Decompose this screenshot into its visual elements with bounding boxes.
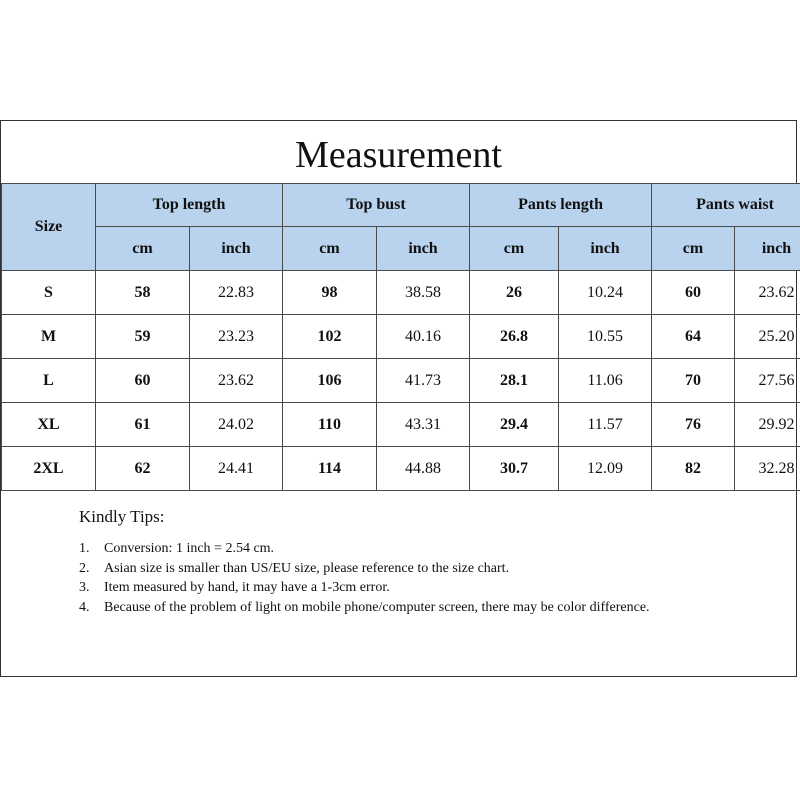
group-header-top-length: Top length [96,184,283,227]
size-cell: M [2,315,96,359]
cm-cell: 59 [96,315,190,359]
cm-cell: 30.7 [470,447,559,491]
cm-cell: 64 [652,315,735,359]
tip-number: 4. [79,599,90,615]
tip-text: Conversion: 1 inch = 2.54 cm. [104,541,275,556]
size-table [1,183,800,491]
inch-cell: 11.06 [559,359,652,403]
size-header: Size [2,184,96,271]
tip-item [79,598,729,618]
cm-cell: 60 [96,359,190,403]
unit-header: inch [377,227,470,271]
unit-header: cm [652,227,735,271]
table-row [2,403,800,447]
size-cell: 2XL [2,447,96,491]
cm-cell: 76 [652,403,735,447]
cm-cell: 61 [96,403,190,447]
tip-text: Because of the problem of light on mobile phone/computer screen, there may be color difference. [104,599,650,615]
cm-cell: 106 [283,359,377,403]
cm-cell: 82 [652,447,735,491]
size-cell: S [2,271,96,315]
tip-text: Asian size is smaller than US/EU size, please reference to the size chart. [104,560,510,576]
inch-cell: 11.57 [559,403,652,447]
tip-item [79,559,729,579]
tip-number: 2. [79,560,90,576]
inch-cell: 24.41 [190,447,283,491]
inch-cell: 44.88 [377,447,470,491]
inch-cell: 12.09 [559,447,652,491]
inch-cell: 10.24 [559,271,652,315]
kindly-tips [79,507,729,617]
cm-cell: 70 [652,359,735,403]
unit-header: inch [735,227,800,271]
table-row [2,359,800,403]
cm-cell: 29.4 [470,403,559,447]
cm-cell: 102 [283,315,377,359]
group-header-top-bust: Top bust [283,184,470,227]
inch-cell: 10.55 [559,315,652,359]
inch-cell: 23.23 [190,315,283,359]
cm-cell: 58 [96,271,190,315]
size-cell: XL [2,403,96,447]
page-title: Measurement [295,134,502,176]
cm-cell: 98 [283,271,377,315]
tip-item [79,539,729,559]
cm-cell: 114 [283,447,377,491]
table-unit-row [2,227,800,271]
cm-cell: 26.8 [470,315,559,359]
unit-header: cm [283,227,377,271]
inch-cell: 32.28 [735,447,800,491]
tip-number: 3. [79,580,90,595]
group-header-pants-length: Pants length [470,184,652,227]
inch-cell: 23.62 [190,359,283,403]
tip-number: 1. [79,541,90,556]
group-header-pants-waist: Pants waist [652,184,800,227]
tips-list [79,539,729,617]
table-row [2,271,800,315]
unit-header: inch [190,227,283,271]
cm-cell: 60 [652,271,735,315]
cm-cell: 62 [96,447,190,491]
cm-cell: 26 [470,271,559,315]
inch-cell: 43.31 [377,403,470,447]
size-cell: L [2,359,96,403]
inch-cell: 23.62 [735,271,800,315]
unit-header: cm [470,227,559,271]
inch-cell: 22.83 [190,271,283,315]
inch-cell: 40.16 [377,315,470,359]
table-row [2,447,800,491]
tip-item [79,578,729,598]
unit-header: cm [96,227,190,271]
inch-cell: 25.20 [735,315,800,359]
unit-header: inch [559,227,652,271]
table-row [2,315,800,359]
inch-cell: 41.73 [377,359,470,403]
cm-cell: 28.1 [470,359,559,403]
inch-cell: 29.92 [735,403,800,447]
cm-cell: 110 [283,403,377,447]
inch-cell: 38.58 [377,271,470,315]
tip-text: Item measured by hand, it may have a 1-3cm error. [104,580,390,595]
tips-heading: Kindly Tips: [79,507,165,526]
inch-cell: 24.02 [190,403,283,447]
inch-cell: 27.56 [735,359,800,403]
size-chart-frame [0,120,797,677]
table-header-row [2,184,800,227]
